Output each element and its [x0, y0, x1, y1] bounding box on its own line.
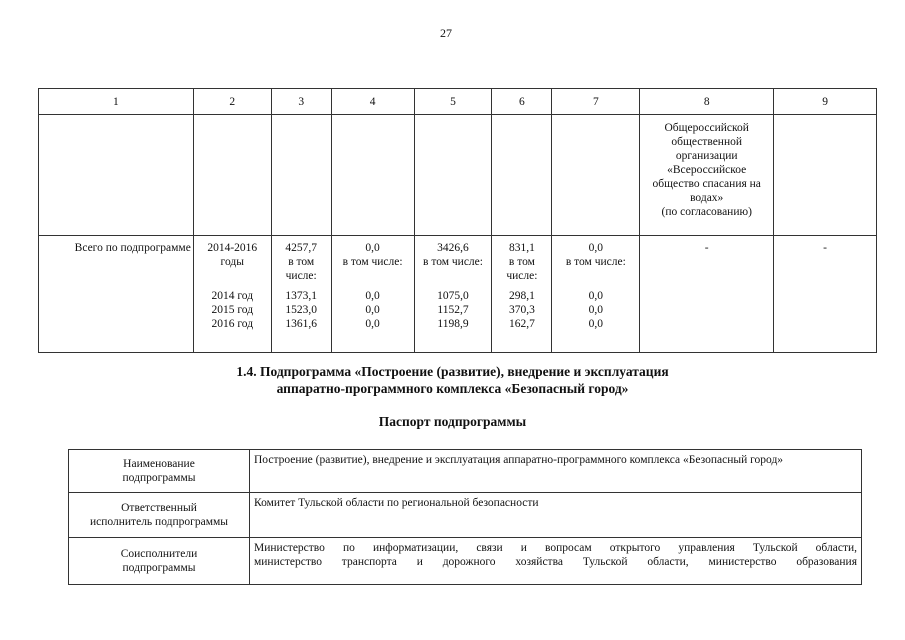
col-header: 8	[640, 89, 774, 115]
organization-cell: Общероссийской общественной организации «Всероссийское общество спасания на водах» (по согласованию)	[640, 115, 774, 236]
passport-row-executor	[69, 493, 862, 538]
passport-row-coexecutors	[69, 538, 862, 585]
organization-row	[39, 115, 877, 236]
col-header: 6	[492, 89, 552, 115]
header-row	[39, 89, 877, 115]
col-header: 5	[414, 89, 492, 115]
col-header: 4	[331, 89, 414, 115]
total-col8: -	[640, 236, 774, 353]
passport-label: Соисполнители подпрограммы	[69, 538, 250, 585]
col-header: 9	[774, 89, 877, 115]
passport-table	[68, 449, 862, 585]
total-col5: 3426,6 в том числе: 1075,0 1152,7 1198,9	[414, 236, 492, 353]
finance-table	[38, 88, 877, 353]
passport-label: Ответственный исполнитель подпрограммы	[69, 493, 250, 538]
section-title: 1.4. Подпрограмма «Построение (развитие), внедрение и эксплуатация аппаратно-программного комплекса «Безопасный город»	[236, 364, 669, 396]
passport-value: Комитет Тульской области по региональной безопасности	[250, 493, 862, 538]
col-header: 7	[552, 89, 640, 115]
passport-value: Министерство по информатизации, связи и вопросам открытого управления Тульской области, министерство транспорта и дорожного хозяйства Тульской области, министерство образования	[250, 538, 862, 585]
col-header: 1	[39, 89, 194, 115]
col-header: 2	[193, 89, 271, 115]
total-row	[39, 236, 877, 353]
period-cell: 2014-2016 годы 2014 год 2015 год 2016 год	[193, 236, 271, 353]
total-col7: 0,0 в том числе: 0,0 0,0 0,0	[552, 236, 640, 353]
page-number: 27	[440, 26, 452, 40]
total-col4: 0,0 в том числе: 0,0 0,0 0,0	[331, 236, 414, 353]
total-label: Всего по подпрограмме	[39, 236, 194, 353]
passport-label: Наименование подпрограммы	[69, 450, 250, 493]
passport-value: Построение (развитие), внедрение и эксплуатация аппаратно-программного комплекса «Безопасный город»	[250, 450, 862, 493]
passport-row-name	[69, 450, 862, 493]
total-col6: 831,1 в том числе: 298,1 370,3 162,7	[492, 236, 552, 353]
total-col9: -	[774, 236, 877, 353]
total-col3: 4257,7 в том числе: 1373,1 1523,0 1361,6	[271, 236, 331, 353]
passport-title: Паспорт подпрограммы	[378, 414, 527, 429]
col-header: 3	[271, 89, 331, 115]
